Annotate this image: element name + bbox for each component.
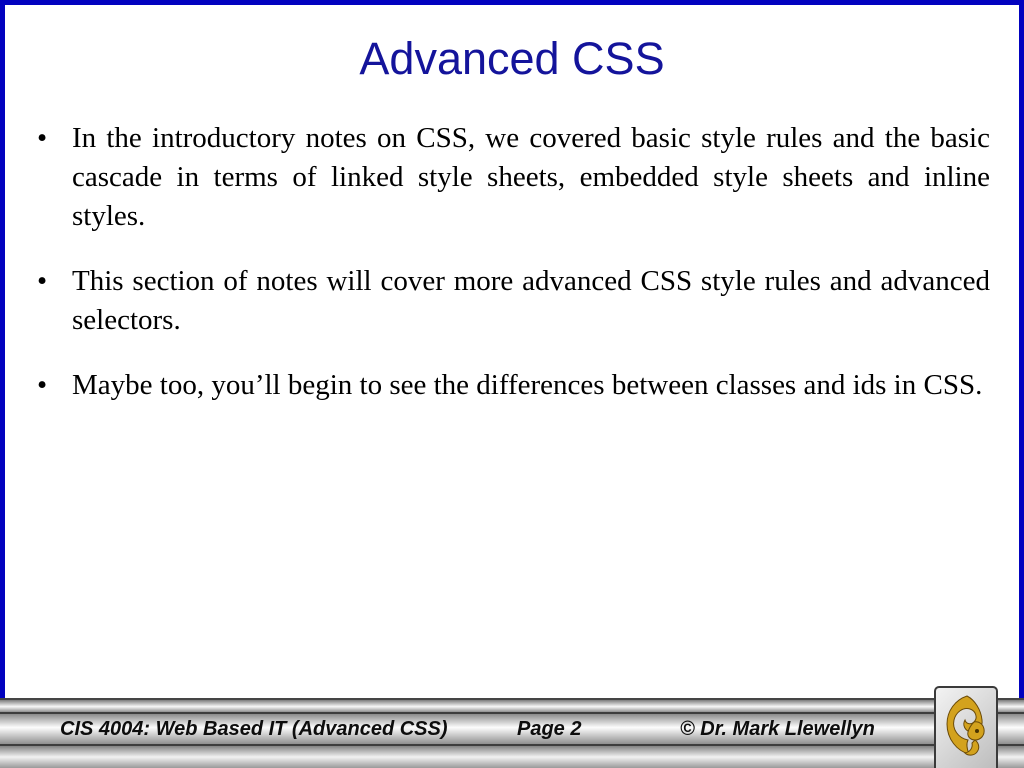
bullet-list [32,119,990,431]
bullet-icon: • [37,369,48,401]
bullet-text: This section of notes will cover more advanced CSS style rules and advanced selectors. [72,265,990,336]
bullet-item [32,262,990,340]
footer-copyright-label: © Dr. Mark Llewellyn [680,718,875,740]
ucf-pegasus-icon [939,691,993,765]
footer-band-bottom [0,746,1024,768]
bullet-text: In the introductory notes on CSS, we covered basic style rules and the basic cascade in terms of linked style sheets, embedded style sheets and inline styles. [72,122,990,232]
slide-title: Advanced CSS [359,33,665,84]
bullet-text: Maybe too, you’ll begin to see the differences between classes and ids in CSS. [72,369,983,401]
bullet-item [32,366,990,405]
footer-band-top [0,698,1024,712]
logo-box [934,686,998,768]
bullet-icon: • [37,265,48,297]
footer-bar [0,698,1024,768]
footer-course-label: CIS 4004: Web Based IT (Advanced CSS) [60,718,448,740]
bullet-icon: • [37,122,48,154]
footer-page-label: Page 2 [517,718,582,740]
bullet-item [32,119,990,236]
footer-band-main [0,714,1024,744]
